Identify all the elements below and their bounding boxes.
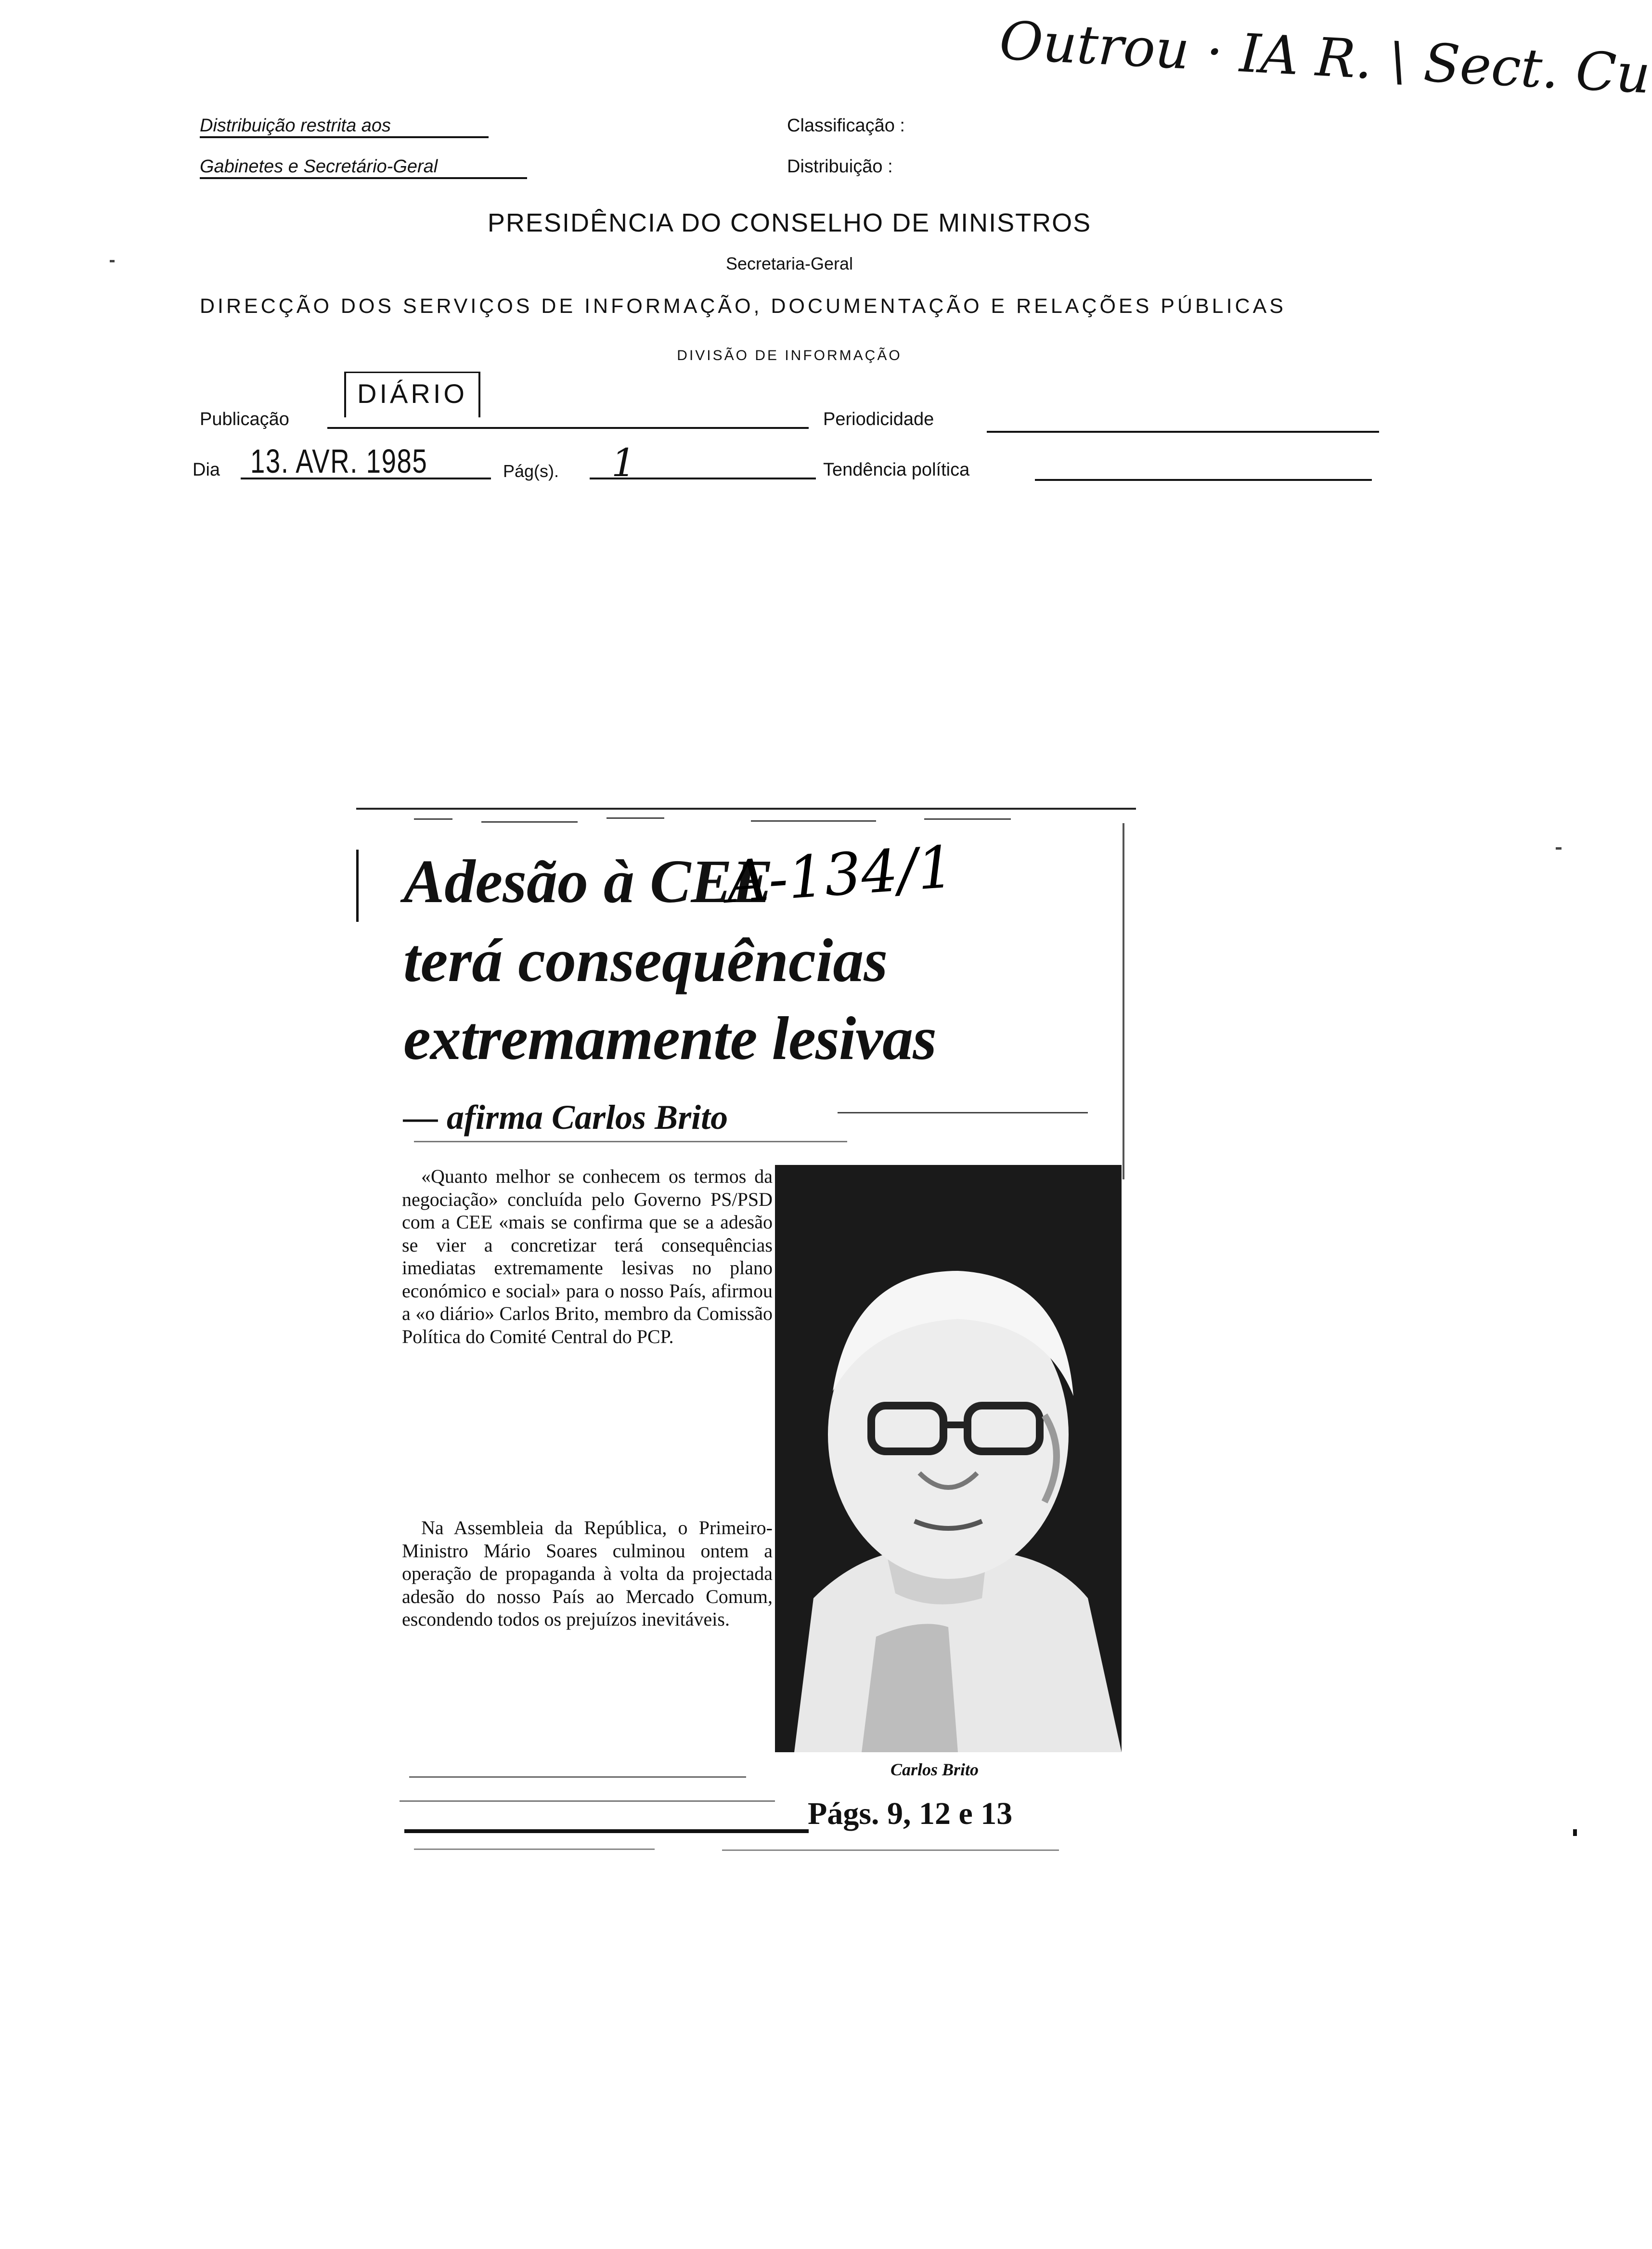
article-paragraph-1: «Quanto melhor se conhecem os termos da negociação» concluída pelo Governo PS/PSD com a CEE «mais se confirma que se a adesão se vier a concretizar terá consequências imediatas extremamente lesivas no plano económico e social» para o nosso País, afirmou a «o diário» Carlos Brito, membro da Comissão Política do Comité Central do PCP. (402, 1165, 773, 1347)
publicacao-label: Publicação (200, 409, 289, 429)
page-subtitle: Secretaria-Geral (725, 254, 853, 273)
page-speck (110, 260, 115, 262)
portrait-image (775, 1165, 1122, 1752)
periodicidade-line (987, 431, 1379, 433)
bottom-rule (404, 1829, 809, 1833)
tendencia-line (1035, 479, 1372, 481)
distribution-note-line2: Gabinetes e Secretário-Geral (200, 156, 527, 179)
clipping-annotation: A-134/1 (724, 834, 956, 917)
byline: — afirma Carlos Brito (403, 1098, 728, 1137)
photo-caption: Carlos Brito (891, 1760, 979, 1779)
dia-value: 13. AVR. 1985 (250, 442, 428, 480)
publicacao-line (327, 427, 809, 429)
newspaper-clipping (356, 804, 1136, 1863)
distribuicao-label: Distribuição : (787, 156, 893, 177)
page-title: PRESIDÊNCIA DO CONSELHO DE MINISTROS (487, 208, 1092, 237)
directorate-line: DIRECÇÃO DOS SERVIÇOS DE INFORMAÇÃO, DOCUMENTAÇÃO E RELAÇÕES PÚBLICAS (200, 295, 1286, 318)
page-speck (1556, 847, 1562, 850)
handwritten-note: Outrou · IA R. \ Sect. Cu (998, 10, 1652, 105)
pags-value: 1 (611, 440, 636, 485)
division-line: DIVISÃO DE INFORMAÇÃO (677, 348, 902, 363)
photo-carlos-brito (775, 1165, 1122, 1752)
classificacao-label: Classificação : (787, 116, 905, 136)
headline-line3: extremamente lesivas (403, 1004, 936, 1073)
pags-label: Pág(s). (503, 461, 559, 481)
tendencia-label: Tendência política (823, 460, 970, 480)
publicacao-stamp (344, 372, 480, 417)
article-paragraph-2: Na Assembleia da República, o Primeiro-Ministro Mário Soares culminou ontem a operação de propaganda à volta da projectada adesão do nosso País ao Mercado Comum, escondendo todos os prejuízos inevitáveis. (402, 1517, 773, 1630)
periodicidade-label: Periodicidade (823, 409, 934, 429)
publicacao-value: DIÁRIO (357, 378, 467, 409)
pages-reference: Págs. 9, 12 e 13 (808, 1796, 1013, 1831)
dia-label: Dia (193, 460, 220, 480)
headline-line1: Adesão à CEE (403, 847, 774, 916)
headline-line2: terá consequências (403, 926, 888, 995)
page-speck (1573, 1829, 1577, 1836)
distribution-note-line1: Distribuição restrita aos (200, 116, 489, 138)
